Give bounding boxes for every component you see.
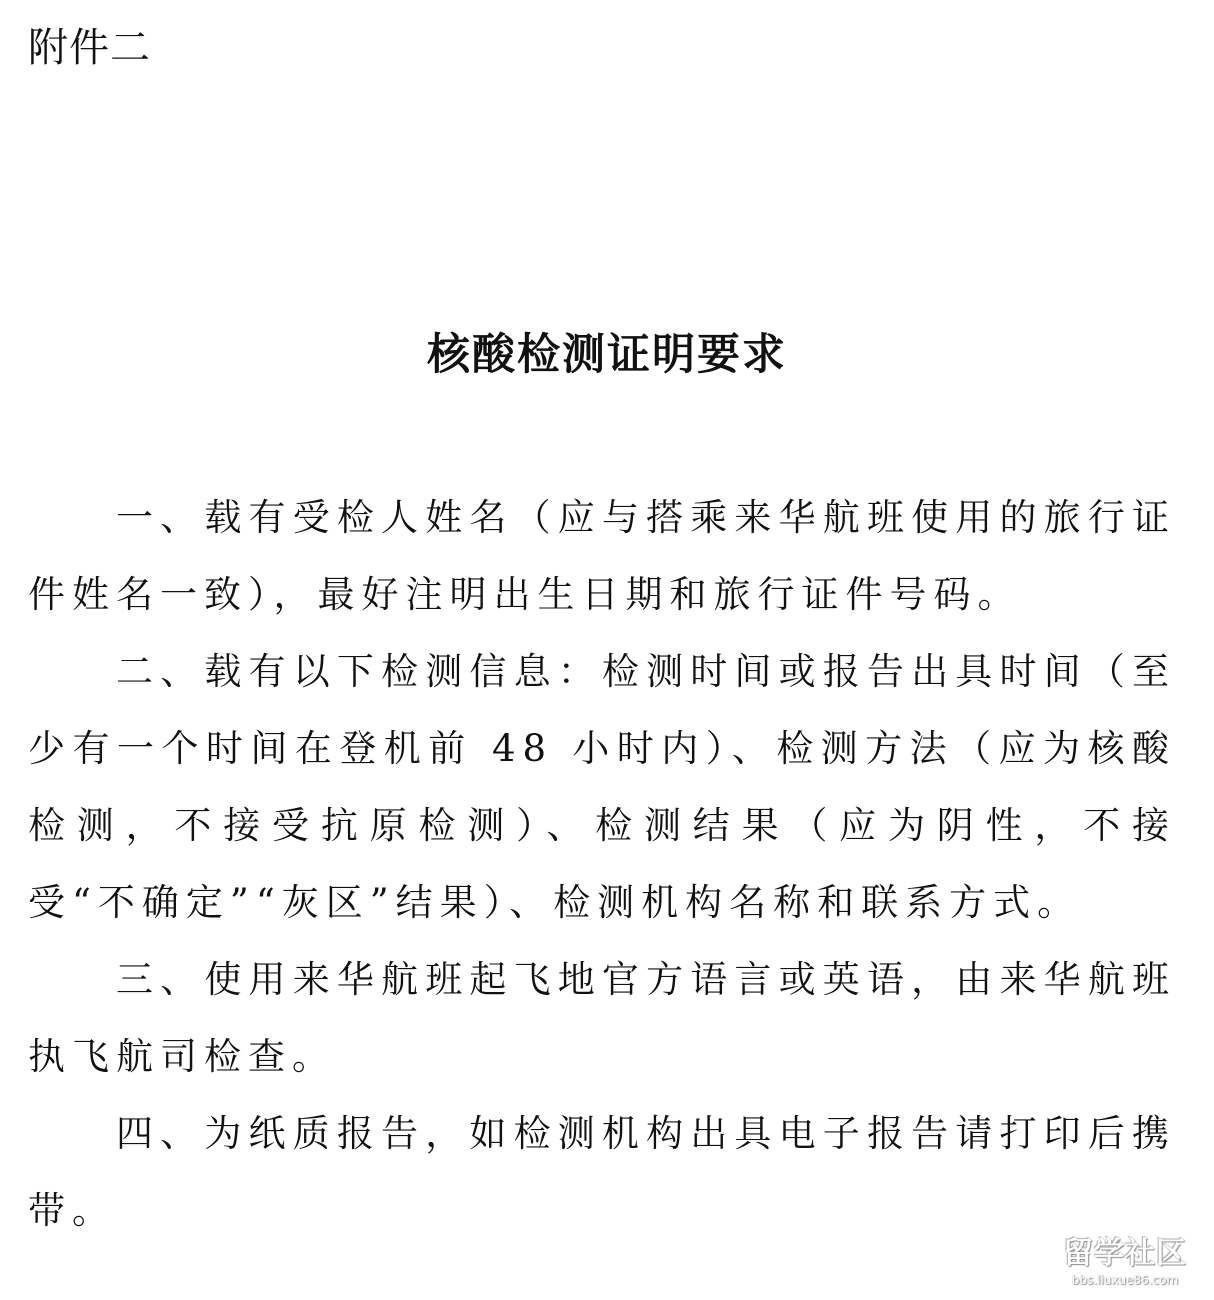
watermark-url: bbs.liuxue86.com: [1071, 1273, 1179, 1287]
watermark-logo: [1050, 1236, 1200, 1292]
paragraph-4: 四、为纸质报告，如检测机构出具电子报告请打印后携带。: [28, 1112, 1176, 1232]
paragraph-2: 二、载有以下检测信息：检测时间或报告出具时间（至少有一个时间在登机前 48 小时内）、检测方法（应为核酸检测，不接受抗原检测）、检测结果（应为阴性，不接受“不确定”“灰区”结果）、检测机构名称和联系方式。: [28, 650, 1176, 924]
document-body: [28, 479, 1176, 1249]
watermark-logo-text: 留学社区: [1063, 1236, 1187, 1271]
paragraph-1: 一、载有受检人姓名（应与搭乘来华航班使用的旅行证件姓名一致），最好注明出生日期和旅行证件号码。: [28, 496, 1176, 616]
attachment-label: 附件二: [28, 25, 151, 71]
paragraph-3: 三、使用来华航班起飞地官方语言或英语，由来华航班执飞航司检查。: [28, 958, 1176, 1078]
document-title: 核酸检测证明要求: [427, 330, 787, 380]
